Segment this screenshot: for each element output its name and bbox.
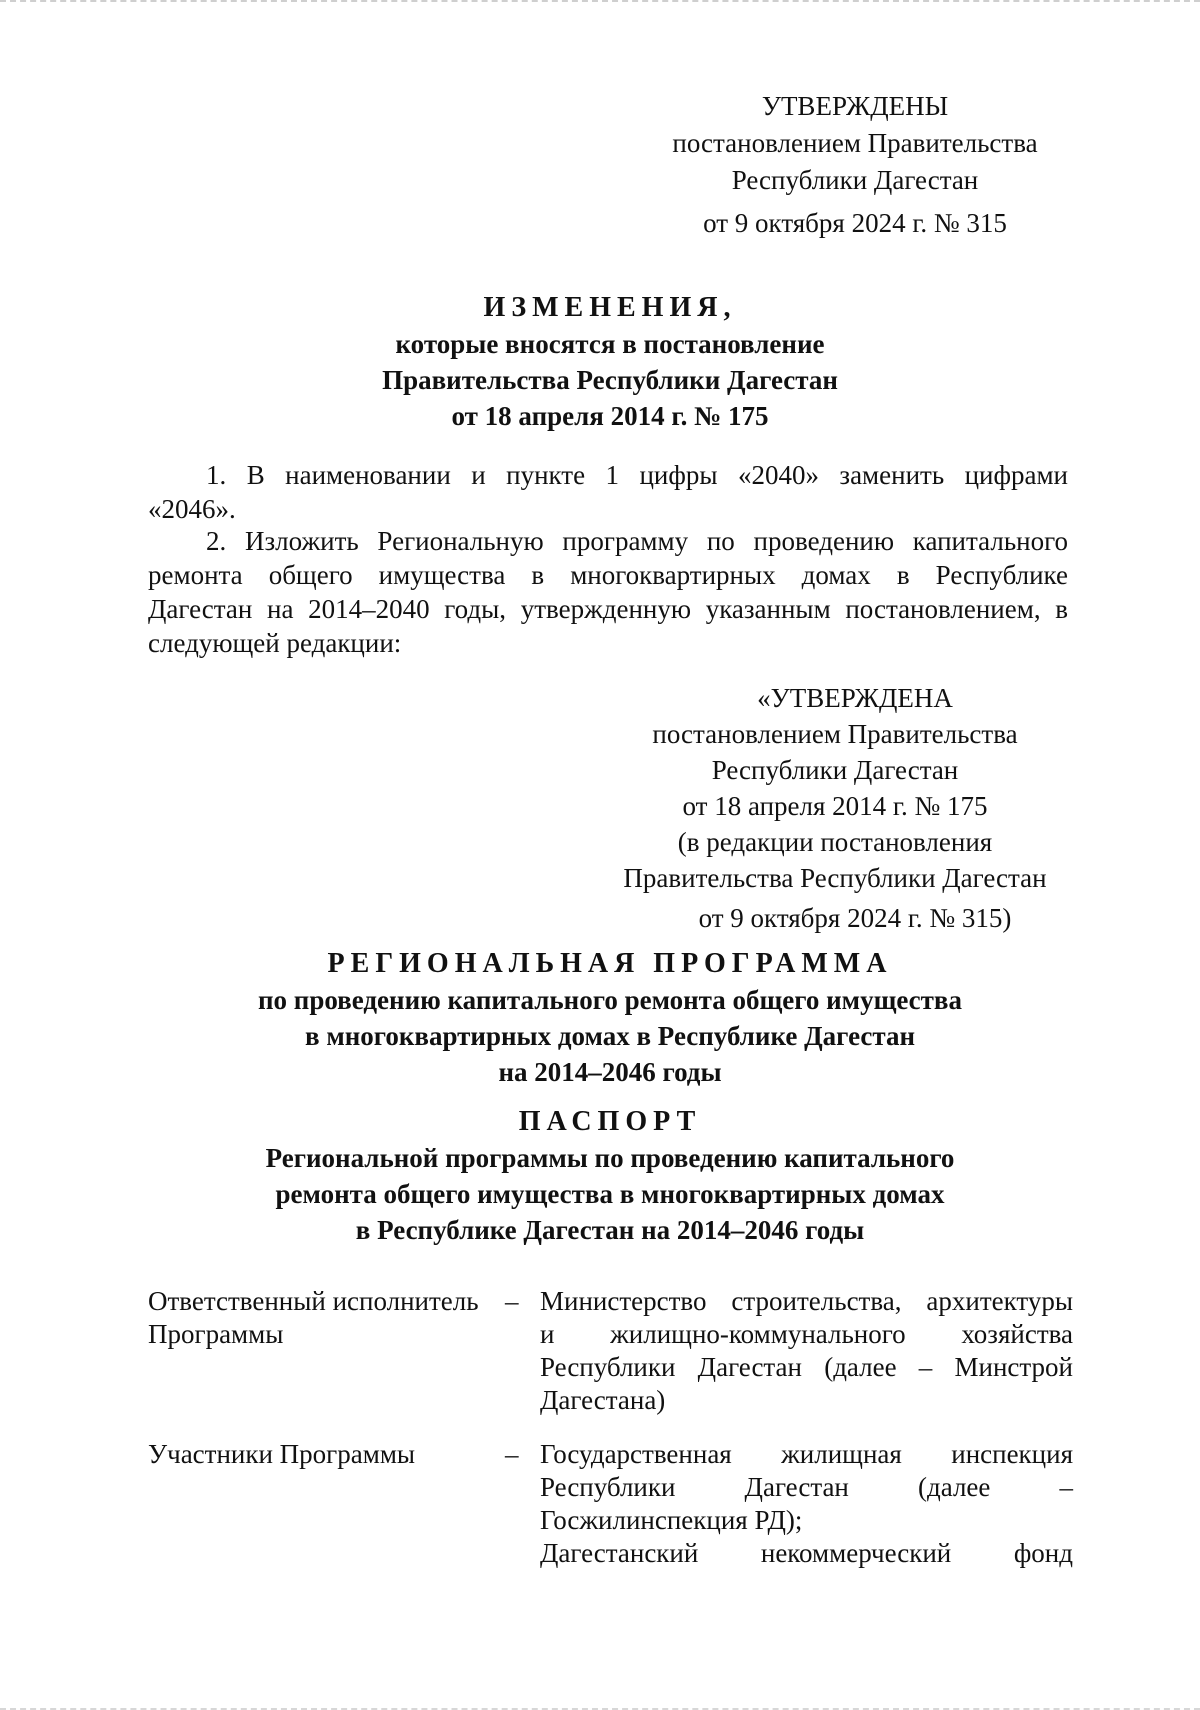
approval-second-line7: от 9 октября 2024 г. № 315) [698, 903, 1012, 933]
changes-title [150, 290, 1070, 434]
program-title [150, 946, 1070, 1090]
executor-label [148, 1285, 508, 1351]
passport-title-line2: Региональной программы по проведению капитального [265, 1143, 955, 1173]
program-title-line3: в многоквартирных домах в Республике Дагестан [304, 1021, 916, 1051]
changes-title-line3: Правительства Республики Дагестан [382, 365, 838, 395]
executor-label-line1: Ответственный исполнитель [148, 1286, 479, 1316]
paragraph-2-line1: 2. Изложить Региональную программу по проведению капитального [206, 526, 1068, 556]
passport-heading: ПАСПОРТ [518, 1106, 702, 1137]
approval-top-line1: УТВЕРЖДЕНЫ [761, 91, 949, 121]
changes-heading: ИЗМЕНЕНИЯ, [483, 292, 737, 323]
paragraph-2 [148, 524, 1068, 660]
executor-value-line2: и жилищно-коммунального хозяйства [540, 1319, 1073, 1349]
paragraph-1-line2: «2046». [148, 494, 236, 524]
program-title-line2: по проведению капитального ремонта общего имущества [257, 985, 963, 1015]
paragraph-1 [148, 458, 1068, 526]
approval-block-top [640, 88, 1070, 242]
approval-second-line1: «УТВЕРЖДЕНА [757, 683, 953, 713]
passport-title-line3: ремонта общего имущества в многоквартирных домах [275, 1179, 945, 1209]
approval-second-line5: (в редакции постановления [677, 827, 993, 857]
participants-value-line3: Госжилинспекция РД); [540, 1505, 803, 1535]
participants-label [148, 1438, 508, 1471]
passport-title [150, 1104, 1070, 1248]
program-heading: РЕГИОНАЛЬНАЯ ПРОГРАММА [327, 948, 893, 979]
approval-top-line4: от 9 октября 2024 г. № 315 [703, 208, 1007, 238]
paragraph-2-line2: ремонта общего имущества в многоквартирных домах в Республике [148, 560, 1068, 590]
changes-title-line2: которые вносятся в постановление [395, 329, 825, 359]
participants-dash: – [505, 1439, 519, 1469]
approval-second-line6: Правительства Республики Дагестан [623, 863, 1047, 893]
executor-value-line4: Дагестана) [540, 1385, 666, 1415]
executor-label-line2: Программы [148, 1319, 284, 1349]
passport-title-line4: в Республике Дагестан на 2014–2046 годы [355, 1215, 865, 1245]
approval-block-second [600, 680, 1070, 936]
approval-second-line2: постановлением Правительства [652, 719, 1018, 749]
approval-second-line4: от 18 апреля 2014 г. № 175 [682, 791, 988, 821]
executor-value-line1: Министерство строительства, архитектуры [540, 1286, 1073, 1316]
paragraph-2-line4: следующей редакции: [148, 628, 402, 658]
paragraph-1-line1: 1. В наименовании и пункте 1 цифры «2040» заменить цифрами [206, 460, 1068, 490]
paragraph-2-line3: Дагестан на 2014–2040 годы, утвержденную указанным постановлением, в [148, 594, 1068, 624]
passport-row-executor [148, 1285, 1073, 1425]
participants-value-line4: Дагестанский некоммерческий фонд [540, 1538, 1073, 1568]
approval-top-line3: Республики Дагестан [731, 165, 979, 195]
passport-row-participants [148, 1438, 1073, 1578]
scan-bottom-edge [0, 1706, 1200, 1710]
program-title-line4: на 2014–2046 годы [498, 1057, 722, 1087]
participants-value-line2: Республики Дагестан (далее – [540, 1472, 1073, 1502]
executor-value [540, 1285, 1073, 1417]
participants-label-line1: Участники Программы [148, 1439, 416, 1469]
scan-top-edge [0, 0, 1200, 4]
changes-title-line4: от 18 апреля 2014 г. № 175 [451, 401, 769, 431]
participants-value [540, 1438, 1073, 1570]
executor-dash: – [505, 1286, 519, 1316]
executor-value-line3: Республики Дагестан (далее – Минстрой [540, 1352, 1073, 1382]
participants-value-line1: Государственная жилищная инспекция [540, 1439, 1073, 1469]
approval-top-line2: постановлением Правительства [672, 128, 1038, 158]
approval-second-line3: Республики Дагестан [711, 755, 959, 785]
